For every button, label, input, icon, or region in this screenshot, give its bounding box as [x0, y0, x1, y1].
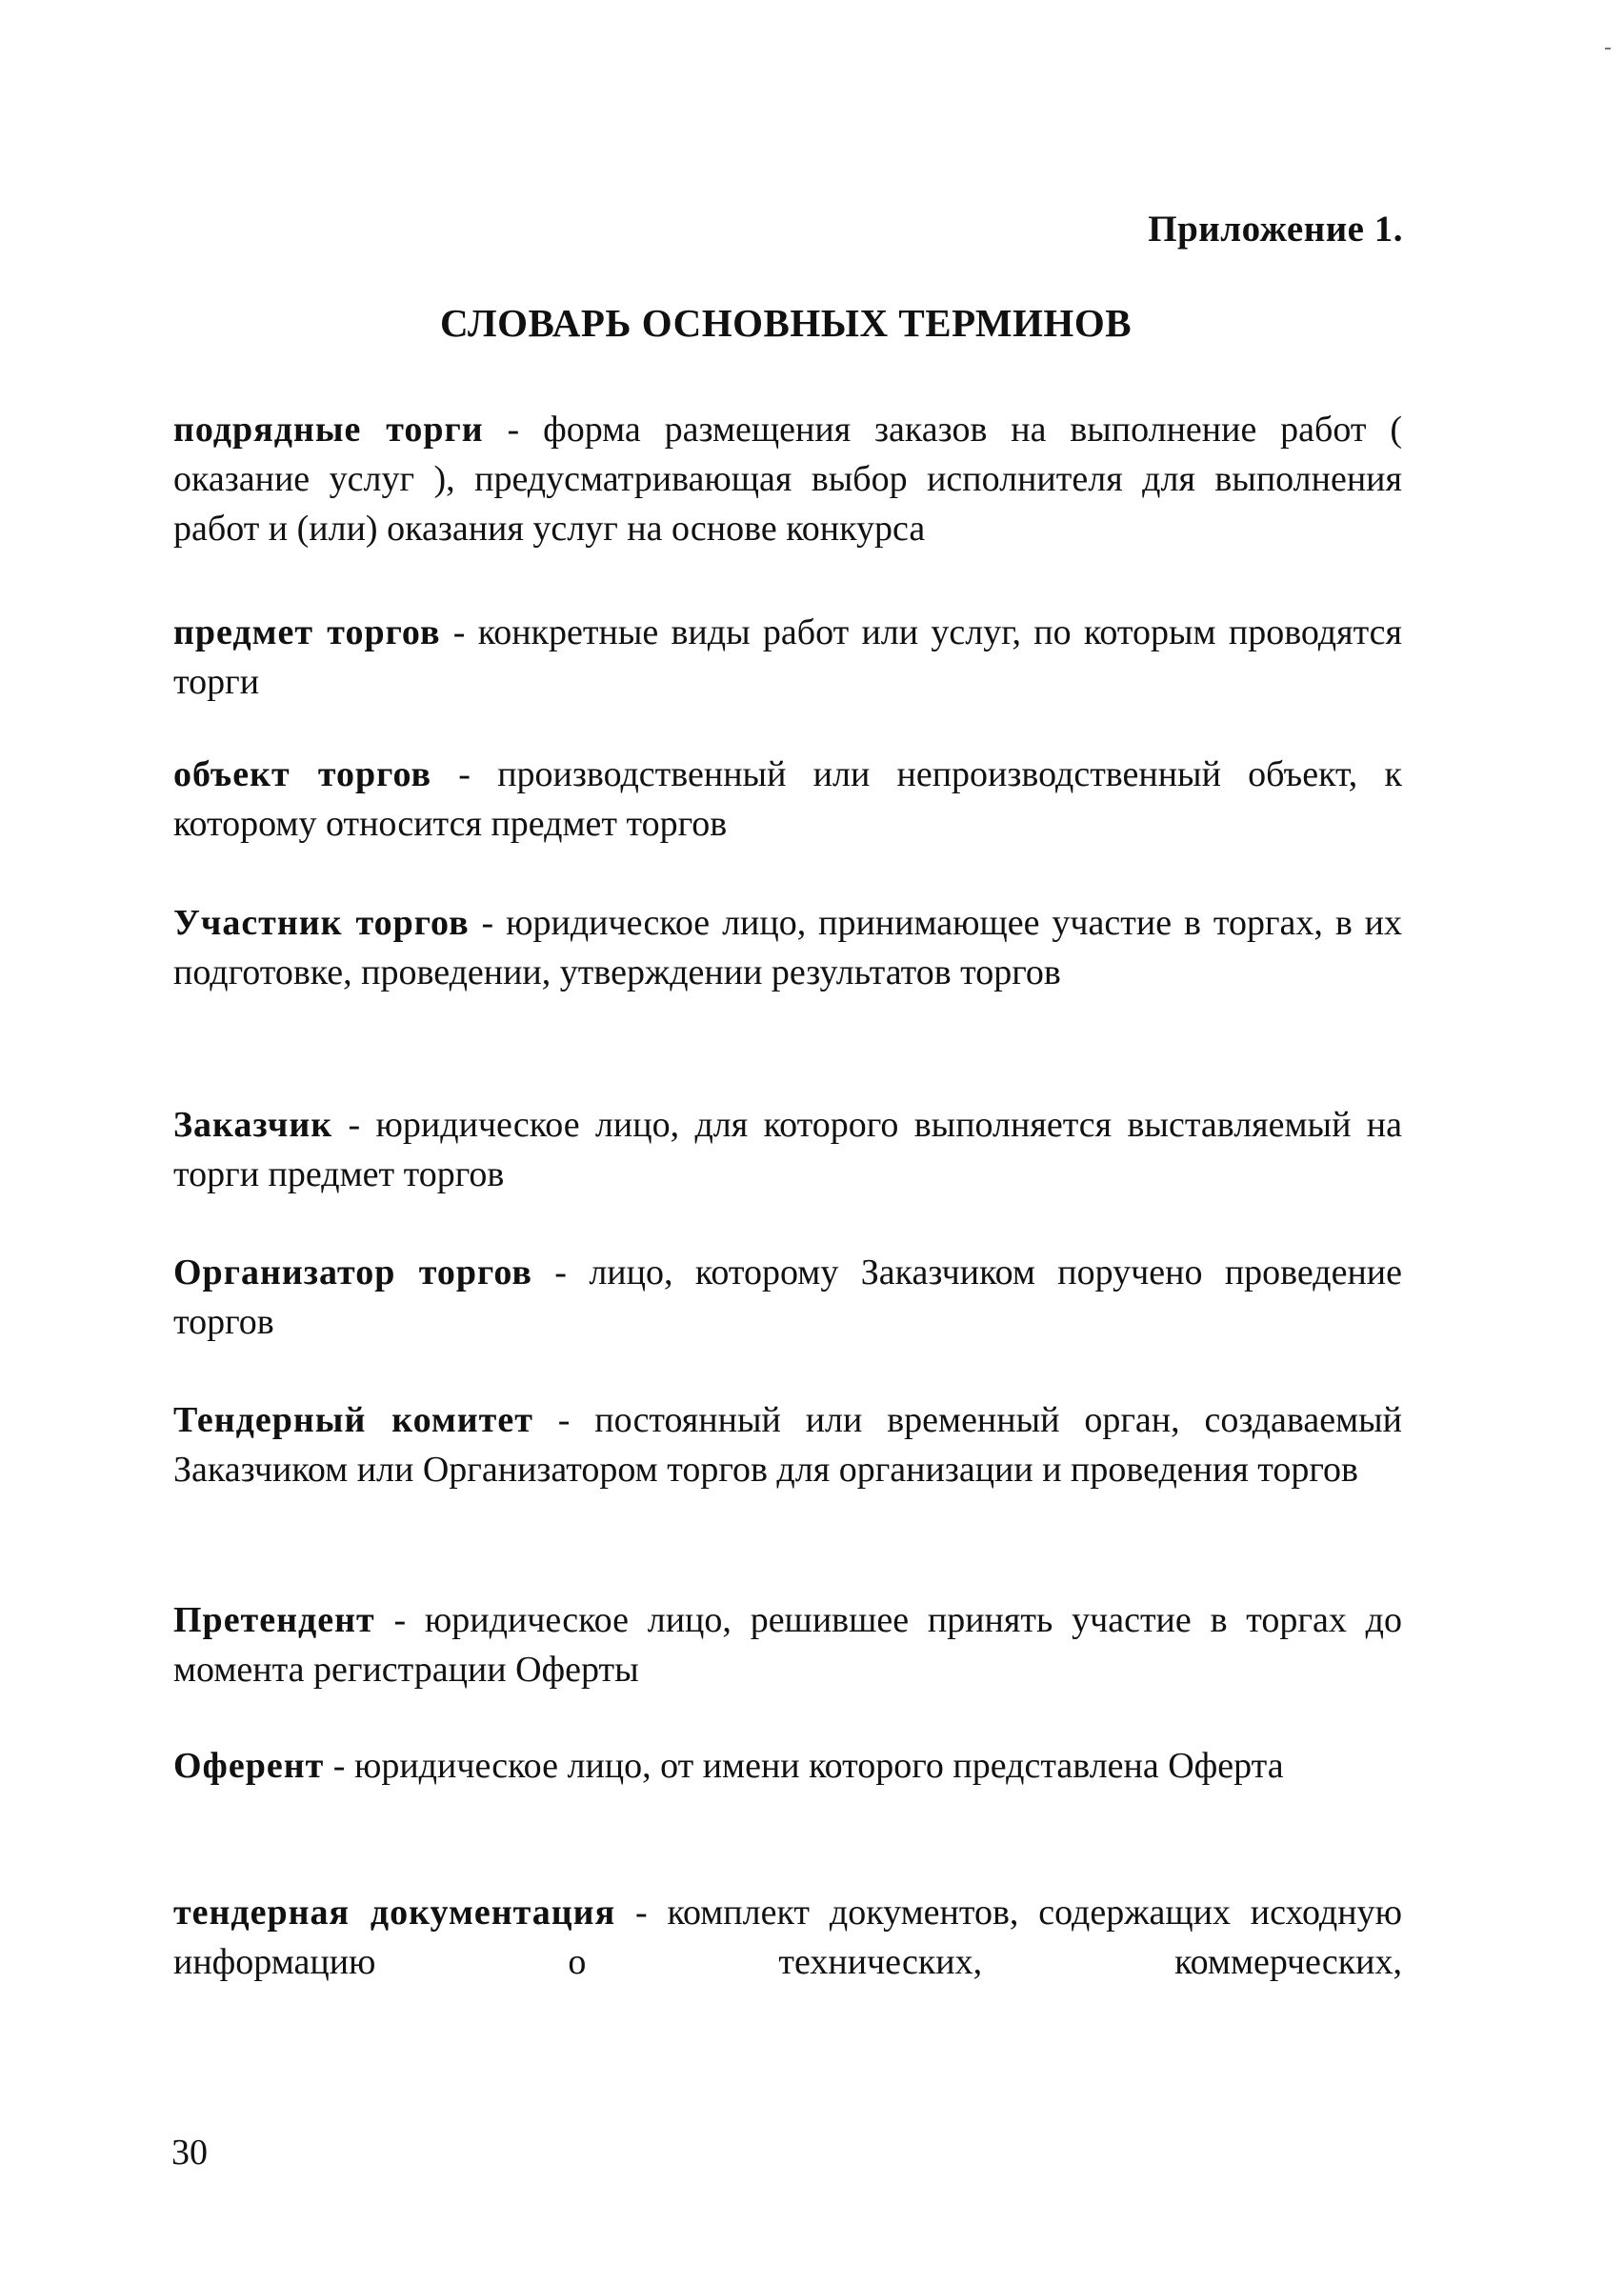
glossary-entry	[173, 1595, 1402, 1694]
entry-term: предмет торгов	[173, 612, 441, 652]
glossary-entry	[173, 1741, 1402, 1791]
entry-separator: -	[531, 1252, 590, 1292]
entry-definition: постоянный или временный орган, создаваемый Заказчиком или Организатором торгов для организации и проведения торгов	[173, 1400, 1402, 1490]
entry-term: тендерная документация	[173, 1893, 616, 1933]
entry-definition: юридическое лицо, для которого выполняется выставляемый на торги предмет торгов	[173, 1105, 1402, 1194]
entry-term: объект торгов	[173, 754, 432, 794]
entry-separator: -	[324, 1746, 354, 1786]
entry-term: подрядные торги	[173, 410, 484, 450]
entry-definition: юридическое лицо, принимающее участие в торгах, в их подготовке, проведении, утверждении результатов торгов	[173, 903, 1403, 992]
entry-definition: производственный или непроизводственный объект, к которому относится предмет торгов	[173, 754, 1402, 844]
glossary-entry	[173, 898, 1402, 997]
entry-separator: -	[440, 612, 478, 652]
entry-term: Заказчик	[173, 1105, 333, 1145]
glossary-entry	[173, 750, 1402, 849]
page-title: СЛОВАРЬ ОСНОВНЫХ ТЕРМИНОВ	[439, 301, 1133, 345]
entry-definition: юридическое лицо, решившее принять участие в торгах до момента регистрации Оферты	[173, 1600, 1402, 1690]
entry-separator: -	[483, 410, 544, 450]
entry-separator: -	[615, 1893, 668, 1933]
entry-term: Претендент	[173, 1600, 375, 1640]
entry-term: Тендерный комитет	[173, 1400, 533, 1440]
entry-separator: -	[431, 754, 498, 794]
entry-definition: комплект документов, содержащих исходную информацию о технических, коммерческих,	[173, 1893, 1402, 1982]
entry-separator: -	[532, 1400, 595, 1440]
glossary-entry	[173, 1248, 1402, 1347]
entry-separator: -	[374, 1600, 425, 1640]
glossary-entry	[173, 1888, 1402, 1987]
glossary-entry	[173, 1395, 1402, 1494]
page-number: 30	[171, 2133, 208, 2173]
glossary-entry	[173, 1100, 1402, 1199]
entry-term: Участник торгов	[173, 903, 470, 943]
entry-separator: -	[469, 903, 507, 943]
glossary-entry	[173, 608, 1402, 707]
entry-definition: форма размещения заказов на выполнение работ ( оказание услуг ), предусматривающая выбор исполнителя для выполнения работ и (или) оказания услуг на основе конкурса	[173, 410, 1403, 549]
entry-definition: конкретные виды работ или услуг, по которым проводятся торги	[173, 612, 1403, 702]
appendix-label: Приложение 1.	[1148, 209, 1403, 250]
scan-mark	[1605, 48, 1611, 50]
entry-separator: -	[332, 1105, 376, 1145]
entry-term: Оферент	[173, 1746, 325, 1786]
entry-term: Организатор торгов	[173, 1252, 532, 1292]
entry-definition: юридическое лицо, от имени которого представлена Оферта	[353, 1746, 1284, 1786]
entry-definition: лицо, которому Заказчиком поручено проведение торгов	[173, 1252, 1402, 1342]
glossary-entry	[173, 405, 1402, 553]
